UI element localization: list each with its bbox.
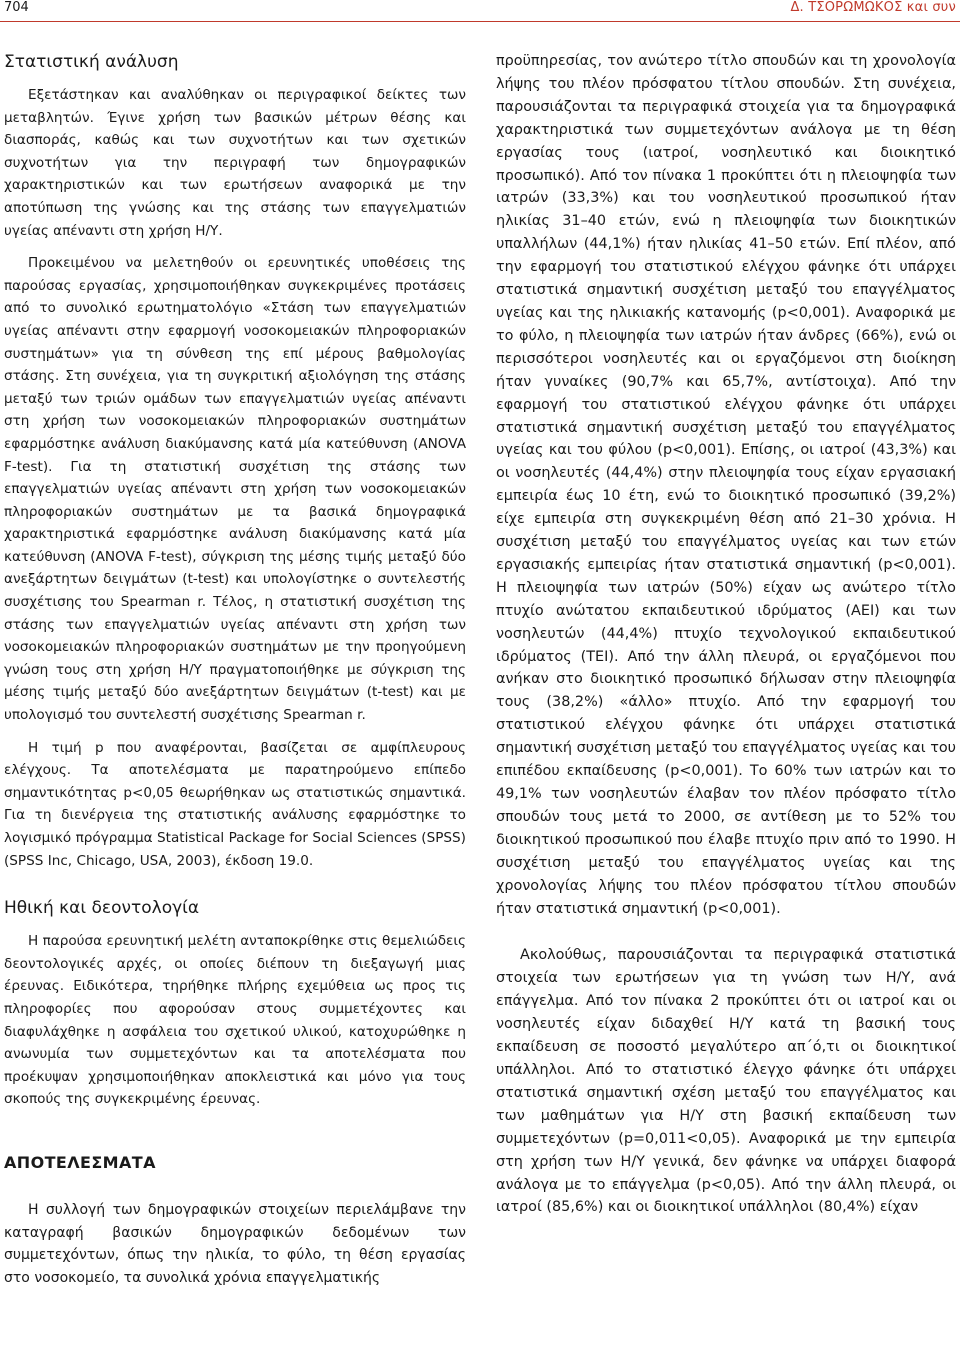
page-header	[0, 0, 960, 22]
page-number: 704	[4, 0, 29, 15]
paragraph: προϋπηρεσίας, τον ανώτερο τίτλο σπουδών και τη χρονολογία λήψης του πλέον πρόσφατου τίτλου σπουδών. Στη συνέχεια, παρουσιάζονται τα περιγραφικά στοιχεία για τα δημογραφικά χαρακτηριστικά των συμμετεχόντων ανάλογα με τη θέση εργασίας τους (ιατροί, νοσηλευτικό και διοικητικό προσωπικό). Από τον πίνακα 1 προκύπτει ότι η πλειοψηφία των ιατρών (33,3%) και του νοσηλευτικού προσωπικού ήταν ηλικίας 31–40 ετών, ενώ η πλειοψηφία των διοικητικών υπαλλήλων (44,1%) ήταν ηλικίας 41–50 ετών. Επί πλέον, από την εφαρμογή του στατιστικού ελέγχου φάνηκε ότι υπάρχει στατιστικά σημαντική συσχέτιση μεταξύ του επαγγέλματος υγείας και της ηλικιακής κατανομής (p<0,001). Αναφορικά με το φύλο, η πλειοψηφία των ιατρών ήταν άνδρες (66%), ενώ οι περισσότεροι νοσηλευτές και οι εργαζόμενοι στη διοίκηση ήταν γυναίκες (90,7% και 65,7%, αντίστοιχα). Από την εφαρμογή του στατιστικού ελέγχου φάνηκε ότι υπάρχει στατιστικά σημαντική συσχέτιση μεταξύ του επαγγέλματος υγείας και του φύλου (p<0,001). Επίσης, οι ιατροί (43,3%) και οι νοσηλευτές (44,4%) στην πλειοψηφία τους είχαν εργασιακή εμπειρία έως 10 έτη, ενώ το διοικητικό προσωπικό (39,2%) είχε εμπειρία στη συγκεκριμένη θέση από 21–30 χρόνια. Η συσχέτιση μεταξύ του επαγγέλματος υγείας και των ετών εργασιακής εμπειρίας ήταν στατιστικά σημαντική (p<0,001). Η πλειοψηφία των ιατρών (50%) είχαν ως ανώτερο τίτλο πτυχίο ανώτατου εκπαιδευτικού ιδρύματος (ΑΕΙ) και των νοσηλευτών (44,4%) πτυχίο τεχνολογικού εκπαιδευτικού ιδρύματος (ΤΕΙ). Από την άλλη πλευρά, οι εργαζόμενοι που ανήκαν στο διοικητικό προσωπικό δήλωσαν στην πλειοψηφία τους (38,2%) «άλλο» πτυχίο. Από την εφαρμογή του στατιστικού ελέγχου φάνηκε ότι υπάρχει στατιστικά σημαντική συσχέτιση μεταξύ του επαγγέλματος υγείας και του επιπέδου εκπαίδευσης (p<0,001). Το 60% των ιατρών και το 49,1% των νοσηλευτών έλαβαν τον πλέον πρόσφατο τίτλο σπουδών τους μετά το 2000, σε αντίθεση με το 52% του διοικητικού προσωπικού που έλαβε πτυχίο πριν από το 1990. Η συσχέτιση μεταξύ του επαγγέλματος υγείας και της χρονολογίας λήψης του πλέον πρόσφατου τίτλου σπουδών ήταν στατιστικά σημαντική (p<0,001).	[496, 53, 956, 917]
paragraph: Η συλλογή των δημογραφικών στοιχείων περιελάμβανε την καταγραφή βασικών δημογραφικών δεδομένων των συμμετεχόντων, όπως την ηλικία, το φύλο, τη θέση εργασίας στο νοσοκομείο, τα συνολικά χρόνια επαγγελματικής	[4, 1201, 466, 1286]
paragraph: Ακολούθως, παρουσιάζονται τα περιγραφικά στατιστικά στοιχεία των ερωτήσεων για τη γνώση των Η/Υ, ανά επάγγελμα. Από τον πίνακα 2 προκύπτει ότι οι ιατροί και οι νοσηλευτές είχαν διδαχθεί Η/Υ κατά τη βασική τους εκπαίδευση σε ποσοστό μεγαλύτερο απ΄ό,τι οι διοικητικοί υπάλληλοι. Από το στατιστικό έλεγχο φάνηκε ότι υπάρχει στατιστικά σημαντική σχέση μεταξύ του επαγγέλματος και των μαθημάτων για Η/Υ στη βασική εκπαίδευση των συμμετεχόντων (p=0,011<0,05). Αναφορικά με την εμπειρία στη χρήση των Η/Υ γενικά, δεν φάνηκε να υπάρχει διαφορά ανάλογα με το επάγγελμα (p<0,05). Από την άλλη πλευρά, οι ιατροί (85,6%) και οι διοικητικοί υπάλληλοι (80,4%) είχαν	[496, 947, 956, 1216]
paragraph: Εξετάστηκαν και αναλύθηκαν οι περιγραφικοί δείκτες των μεταβλητών. Έγινε χρήση των βασικών μέτρων θέσης και διασποράς, καθώς και των συχνοτήτων και των σχετικών συχνοτήτων για την περιγραφή των δημογραφικών χαρακτηριστικών και των ερωτήσεων αναφορικά με την αποτύπωση της γνώσης και της στάσης των επαγγελματιών υγείας απέναντι στη χρήση Η/Υ.	[4, 87, 466, 239]
section-title-ethics: Ηθική και δεοντολογία	[4, 898, 200, 919]
header-rule	[0, 21, 960, 22]
left-column	[4, 50, 466, 1345]
section-title-results: ΑΠΟΤΕΛΕΣΜΑΤΑ	[4, 1152, 156, 1172]
paragraph: Προκειμένου να μελετηθούν οι ερευνητικές υποθέσεις της παρούσας εργασίας, χρησιμοποιήθηκαν συγκεκριμένες προτάσεις από το συνολικό ερωτηματολόγιο «Στάση των επαγγελματιών υγείας απέναντι στην εφαρμογή νοσοκομειακών πληροφοριακών συστημάτων» για τη σύνθεση της επί μέρους βαθμολογίας στάσης. Στη συνέχεια, για τη συγκριτική αξιολόγηση της στάσης μεταξύ των τριών ομάδων των επαγγελματιών υγείας απέναντι στη χρήση των νοσοκομειακών πληροφοριακών συστημάτων εφαρμόστηκε ανάλυση διακύμανσης κατά μία κατεύθυνση (ANOVA F-test). Για τη στατιστική συσχέτιση της στάσης των επαγγελματιών υγείας απέναντι στη χρήση των νοσοκομειακών πληροφοριακών συστημάτων με τα βασικά δημογραφικά χαρακτηριστικά εφαρμόστηκε ανάλυση διακύμανσης κατά μία κατεύθυνση (ANOVA F-test), σύγκριση της μέσης τιμής μεταξύ δύο ανεξάρτητων δειγμάτων (t-test) και υπολογίστηκε ο συντελεστής συσχέτισης του Spearman r. Τέλος, η στατιστική συσχέτιση της στάσης των επαγγελματιών υγείας απέναντι στη χρήση των νοσοκομειακών πληροφοριακών συστημάτων με την προηγούμενη γνώση τους στη χρήση Η/Υ πραγματοποιήθηκε με σύγκριση της μέσης τιμής μεταξύ δύο ανεξάρτητων δειγμάτων (t-test) και με υπολογισμό του συντελεστή συσχέτισης Spearman r.	[4, 255, 466, 724]
paragraph: Η παρούσα ερευνητική μελέτη ανταποκρίθηκε στις θεμελιώδεις δεοντολογικές αρχές, οι οποίες διέπουν τη διεξαγωγή μιας έρευνας. Ειδικότερα, τηρήθηκε πλήρης εχεμύθεια ως προς τις πληροφορίες που αφορούσαν στους συμμετέχοντες και διαφυλάχθηκε η ασφάλεια του σχετικού υλικού, κατοχυρώθηκε η ανωνυμία των συμμετεχόντων και τα αποτελέσματα που προέκυψαν χρησιμοποιήθηκαν αποκλειστικά και μόνο για τους σκοπούς της συγκεκριμένης έρευνας.	[4, 933, 466, 1108]
running-head: Δ. ΤΣΟΡΩΜΩΚΟΣ και συν	[790, 0, 956, 15]
paragraph: Η τιμή p που αναφέρονται, βασίζεται σε αμφίπλευρους ελέγχους. Τα αποτελέσματα με παρατηρούμενο επίπεδο σημαντικότητας p<0,05 θεωρήθηκαν ως στατιστικώς σημαντικά. Για τη διενέργεια της στατιστικής ανάλυσης εφαρμόστηκε το λογισμικό πρόγραμμα Statistical Package for Social Sciences (SPSS) (SPSS Inc, Chicago, USA, 2003), έκδοση 19.0.	[4, 739, 466, 869]
right-column	[496, 50, 956, 1349]
section-title-statistics: Στατιστική ανάλυση	[4, 52, 179, 72]
